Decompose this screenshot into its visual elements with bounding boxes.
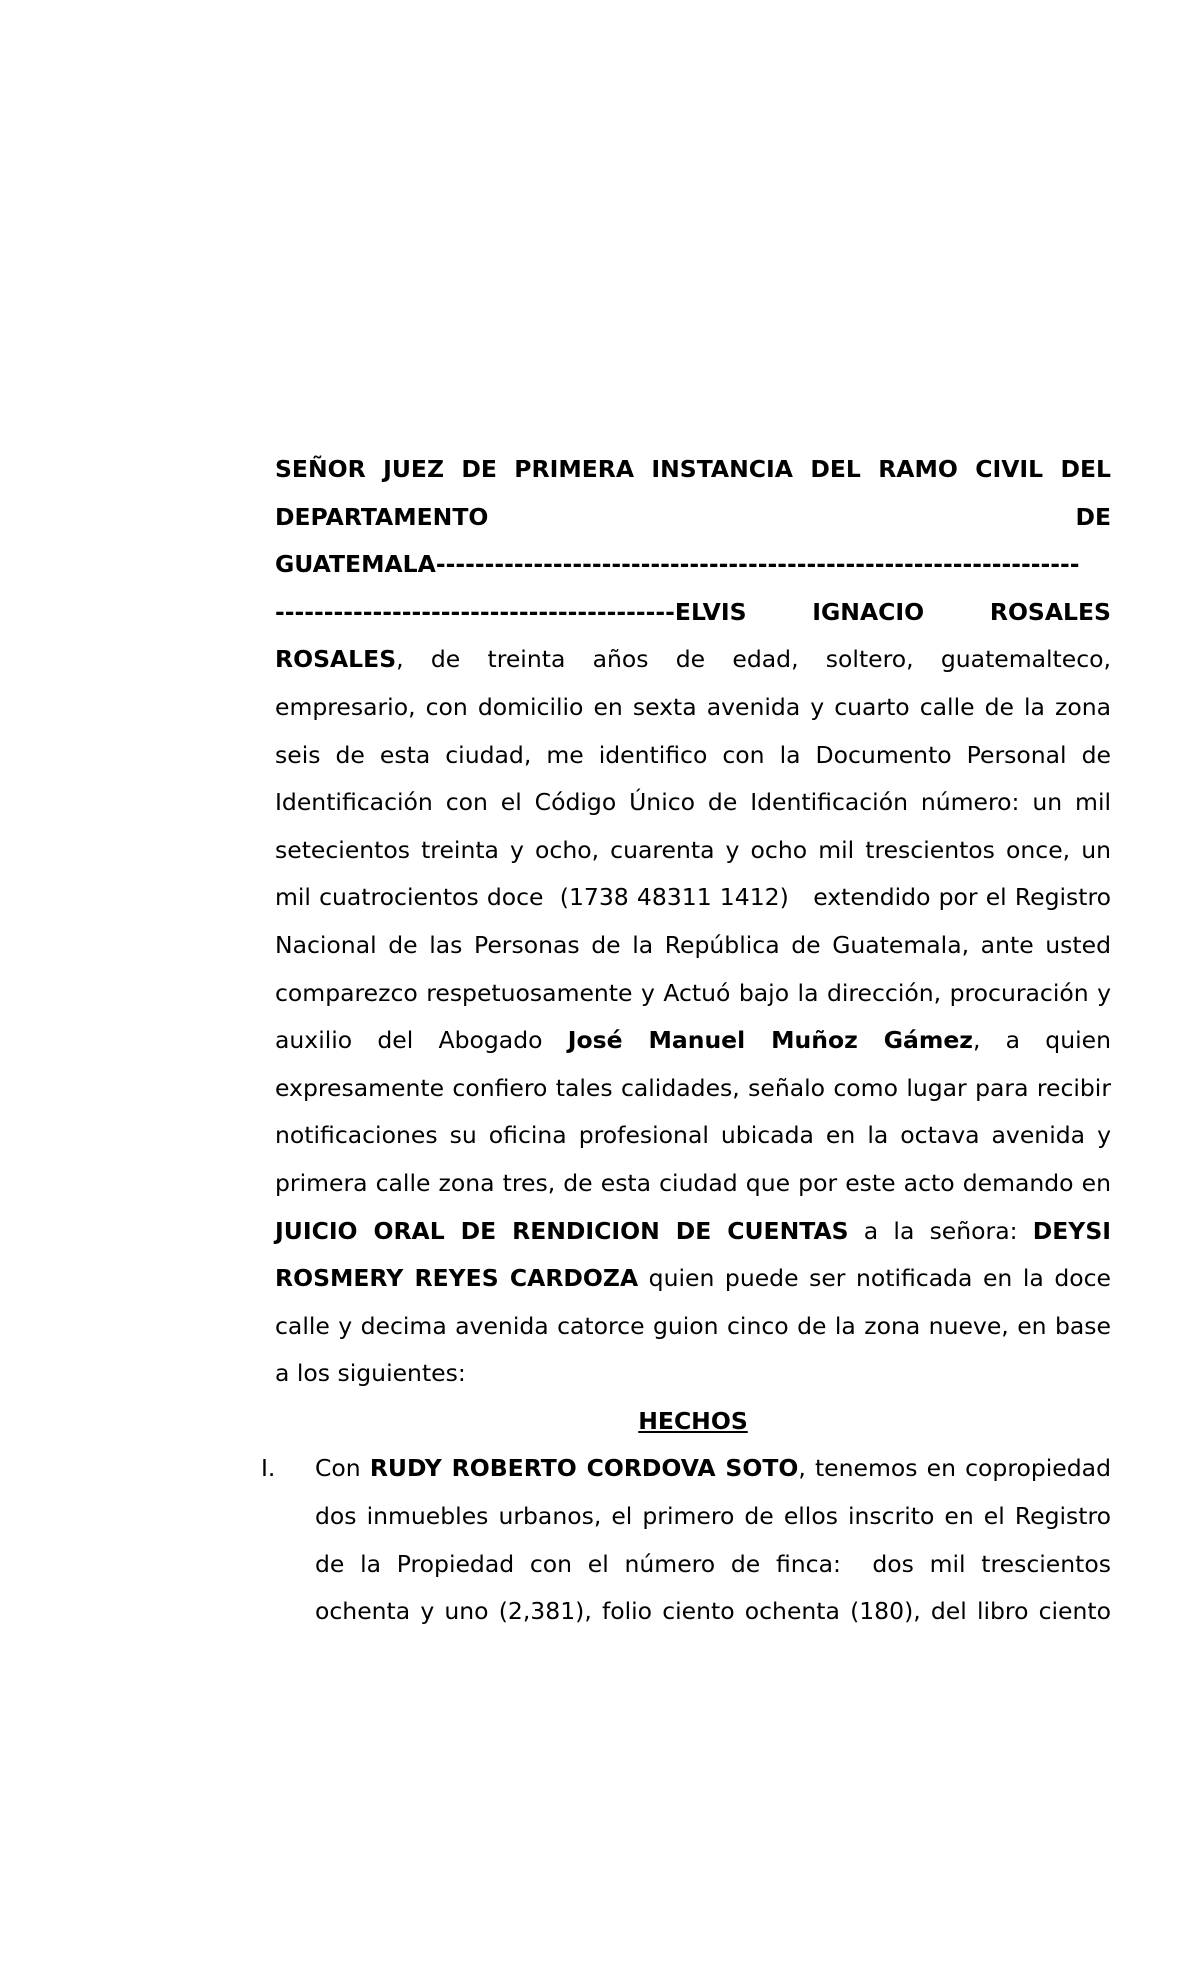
heading-line-4 <box>275 589 1111 637</box>
intro-text-16: primera calle zona tres, de esta ciudad que por este acto demando en <box>275 1168 1111 1197</box>
intro-text-13-post: , a quien <box>972 1026 1111 1055</box>
intro-line-9 <box>275 827 1111 875</box>
intro-line-17 <box>275 1208 1111 1256</box>
heading-text-1: SEÑOR JUEZ DE PRIMERA INSTANCIA DEL RAMO CIVIL DEL <box>275 455 1111 483</box>
fact-item-1-line-2 <box>275 1493 1111 1541</box>
defendant-first-name: DEYSI <box>1032 1216 1111 1245</box>
fact-text-3: de la Propiedad con el número de finca: dos mil trescientos <box>315 1549 1111 1578</box>
lawyer-name: José Manuel Muñoz Gámez <box>567 1026 973 1055</box>
intro-text-19: calle y decima avenida catorce guion cinco de la zona nueve, en base <box>275 1311 1111 1340</box>
heading-line-2 <box>275 494 1111 542</box>
heading-dashes: ----------------------------------------- <box>275 597 675 626</box>
section-heading <box>275 1398 1111 1446</box>
intro-text-13-pre: auxilio del Abogado <box>275 1026 568 1055</box>
intro-text-17-mid: a la señora: <box>848 1216 1033 1245</box>
fact-item-1-line-1 <box>261 1445 1111 1493</box>
heading-line-3 <box>275 541 1111 589</box>
fact-text-1-post: , tenemos en copropiedad <box>798 1454 1111 1483</box>
intro-line-5 <box>275 636 1111 684</box>
heading-text-3: GUATEMALA------------------------------------------------------------------ <box>275 550 1080 579</box>
heading-text-2-right: DE <box>1075 502 1111 531</box>
document-body <box>261 446 1111 1636</box>
intro-line-16 <box>275 1160 1111 1208</box>
intro-line-18 <box>275 1255 1111 1303</box>
intro-line-15 <box>275 1112 1111 1160</box>
heading-text-2-left: DEPARTAMENTO <box>275 502 489 531</box>
section-title: HECHOS <box>638 1406 748 1435</box>
co-owner-name: RUDY ROBERTO CORDOVA SOTO <box>369 1454 799 1483</box>
intro-line-12 <box>275 970 1111 1018</box>
intro-line-7 <box>275 732 1111 780</box>
intro-line-13 <box>275 1017 1111 1065</box>
fact-text-4: ochenta y uno (2,381), folio ciento ochenta (180), del libro ciento <box>315 1597 1111 1626</box>
intro-text-10: mil cuatrocientos doce (1738 48311 1412) extendido por el Registro <box>275 883 1111 912</box>
intro-text-7: seis de esta ciudad, me identifico con la Documento Personal de <box>275 740 1111 769</box>
intro-text-20: a los siguientes: <box>275 1359 466 1388</box>
intro-text-8: Identificación con el Código Único de Identificación número: un mil <box>275 788 1111 817</box>
defendant-name: ROSMERY REYES CARDOZA <box>275 1264 639 1293</box>
intro-text-9: setecientos treinta y ocho, cuarenta y ocho mil trescientos once, un <box>275 835 1111 864</box>
intro-line-10 <box>275 874 1111 922</box>
intro-text-15: notificaciones su oficina profesional ubicada en la octava avenida y <box>275 1121 1111 1150</box>
intro-text-6: empresario, con domicilio en sexta avenida y cuarto calle de la zona <box>275 692 1111 721</box>
intro-line-6 <box>275 684 1111 732</box>
petitioner-name: ELVIS IGNACIO ROSALES <box>674 597 1111 626</box>
intro-text-5: , de treinta años de edad, soltero, guatemalteco, <box>396 645 1111 674</box>
intro-line-8 <box>275 779 1111 827</box>
lawsuit-type: JUICIO ORAL DE RENDICION DE CUENTAS <box>275 1216 849 1245</box>
intro-line-11 <box>275 922 1111 970</box>
intro-line-19 <box>275 1303 1111 1351</box>
intro-line-20 <box>275 1350 1111 1398</box>
intro-text-11: Nacional de las Personas de la República de Guatemala, ante usted <box>275 930 1111 959</box>
petitioner-surname: ROSALES <box>275 645 397 674</box>
fact-item-1-line-4 <box>275 1588 1111 1636</box>
fact-text-1-pre: Con <box>315 1454 370 1483</box>
fact-item-marker: I. <box>261 1454 276 1483</box>
fact-text-2: dos inmuebles urbanos, el primero de ellos inscrito en el Registro <box>315 1502 1111 1531</box>
intro-line-14 <box>275 1065 1111 1113</box>
intro-text-18: quien puede ser notificada en la doce <box>638 1264 1111 1293</box>
intro-text-12: comparezco respetuosamente y Actuó bajo la dirección, procuración y <box>275 978 1111 1007</box>
heading-line-1 <box>275 446 1111 494</box>
intro-text-14: expresamente confiero tales calidades, señalo como lugar para recibir <box>275 1073 1111 1102</box>
fact-item-1-line-3 <box>275 1541 1111 1589</box>
